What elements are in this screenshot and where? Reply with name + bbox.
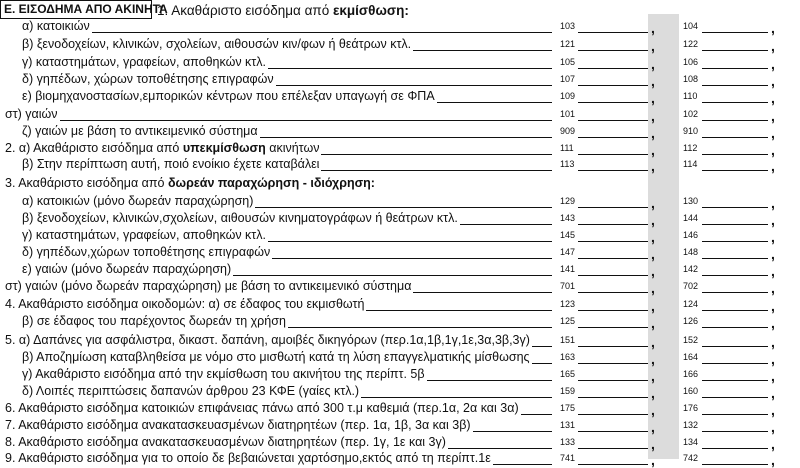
row-label: α) κατοικιών (μόνο δωρεάν παραχώρηση) (22, 194, 254, 208)
field-code: 110 (683, 91, 698, 101)
row-label: στ) γαιών (5, 107, 58, 121)
row-label: 7. Ακαθάριστο εισόδημα ανακατασκευασμένων διατηρητέων (περ. 1α, 1β, 3α και 3β) (5, 418, 471, 432)
form-row (0, 297, 800, 314)
amount-field[interactable] (578, 137, 648, 138)
amount-field[interactable] (578, 292, 648, 293)
decimal-separator: , (771, 90, 775, 106)
field-code: 165 (560, 369, 576, 379)
field-code: 910 (683, 126, 699, 136)
decimal-separator: , (771, 229, 775, 245)
decimal-separator: , (651, 20, 655, 36)
decimal-separator: , (651, 195, 655, 211)
row-label: δ) Λοιπές περιπτώσεις δαπανών άρθρου 23 ΚΦΕ (γαίες κτλ.) (22, 384, 360, 398)
decimal-separator: , (651, 436, 655, 452)
form-row (0, 55, 800, 72)
amount-field[interactable] (702, 346, 768, 347)
field-code: 134 (683, 437, 699, 447)
decimal-separator: , (771, 315, 775, 331)
form-row (0, 141, 800, 158)
decimal-separator: , (651, 419, 655, 435)
amount-field[interactable] (578, 207, 648, 208)
row-label: β) Στην περίπτωση αυτή, ποιό ενοίκιο έχετε καταβάλει (22, 157, 320, 171)
row-label: γ) καταστημάτων, γραφείων, αποθηκών κτλ. (22, 228, 266, 242)
decimal-separator: , (651, 212, 655, 228)
amount-field[interactable] (702, 241, 768, 242)
row-label-bold: υπεκμίσθωση (182, 141, 266, 155)
decimal-separator: , (651, 158, 655, 174)
decimal-separator: , (771, 73, 775, 89)
form-row (0, 245, 800, 262)
decimal-separator: , (651, 334, 655, 350)
row-label-suffix: ακινήτων (265, 141, 320, 155)
amount-field[interactable] (578, 154, 648, 155)
section-title (157, 3, 409, 18)
row-label: β) ξενοδοχείων, κλινικών,σχολείων, αιθουσών κινηματογράφων ή θεάτρων κτλ. (22, 211, 458, 225)
amount-field[interactable] (702, 32, 768, 33)
form-row (0, 435, 800, 452)
amount-field[interactable] (578, 241, 648, 242)
form-row (0, 350, 800, 367)
field-code: 112 (683, 143, 698, 153)
field-code: 701 (560, 281, 576, 291)
field-code: 104 (683, 21, 699, 31)
decimal-separator: , (651, 108, 655, 124)
amount-field[interactable] (578, 327, 648, 328)
field-code: 175 (560, 403, 576, 413)
form-row (0, 418, 800, 435)
amount-field[interactable] (578, 50, 648, 51)
row-label: δ) γηπέδων,χώρων τοποθέτησης επιγραφών (22, 245, 271, 259)
form-row (0, 72, 800, 89)
decimal-separator: , (771, 436, 775, 452)
field-code: 141 (560, 264, 576, 274)
amount-field[interactable] (578, 346, 648, 347)
decimal-separator: , (771, 56, 775, 72)
row-label-text: 2. α) Ακαθάριστο εισόδημα από (5, 141, 183, 155)
decimal-separator: , (771, 212, 775, 228)
row-label: ε) γαιών (μόνο δωρεάν παραχώρηση) (22, 262, 232, 276)
decimal-separator: , (771, 368, 775, 384)
field-code: 121 (560, 39, 576, 49)
amount-field[interactable] (702, 50, 768, 51)
field-code: 159 (560, 386, 576, 396)
form-row (0, 89, 800, 106)
form-row (0, 262, 800, 279)
row-label-text: 3. Ακαθάριστο εισόδημα από (5, 176, 168, 190)
decimal-separator: , (651, 142, 655, 158)
field-code: 148 (683, 247, 699, 257)
form-row (0, 107, 800, 124)
field-code: 114 (683, 159, 698, 169)
decimal-separator: , (771, 263, 775, 279)
amount-field[interactable] (702, 448, 768, 449)
field-code: 142 (683, 264, 699, 274)
amount-field[interactable] (702, 327, 768, 328)
field-code: 130 (683, 196, 699, 206)
field-code: 113 (560, 159, 575, 169)
decimal-separator: , (651, 90, 655, 106)
section-header: Ε. ΕΙΣΟΔΗΜΑ ΑΠΟ ΑΚΙΝΗΤΑ (0, 0, 152, 19)
decimal-separator: , (651, 229, 655, 245)
form-row (0, 211, 800, 228)
section-title-text: 1. Ακαθάριστο εισόδημα από (157, 3, 333, 18)
form-row (0, 124, 800, 141)
amount-field[interactable] (702, 224, 768, 225)
amount-field[interactable] (578, 310, 648, 311)
amount-field[interactable] (578, 120, 648, 121)
field-code: 109 (560, 91, 576, 101)
row-label: 4. Ακαθάριστο εισόδημα οικοδομών: α) σε έδαφος του εκμισθωτή (5, 297, 365, 311)
amount-field[interactable] (578, 431, 648, 432)
row-label: β) Αποζημίωση καταβληθείσα με νόμο στο μισθωτή κατά τη λύση επαγγελματικής μίσθωσης (22, 350, 530, 364)
field-code: 143 (560, 213, 576, 223)
amount-field[interactable] (578, 448, 648, 449)
amount-field[interactable] (702, 137, 768, 138)
decimal-separator: , (651, 368, 655, 384)
amount-field[interactable] (702, 431, 768, 432)
field-code: 107 (560, 74, 576, 84)
leader-line (5, 120, 552, 121)
amount-field[interactable] (578, 32, 648, 33)
row-label (5, 176, 377, 191)
decimal-separator: , (771, 108, 775, 124)
amount-field[interactable] (578, 258, 648, 259)
amount-field[interactable] (702, 292, 768, 293)
decimal-separator: , (771, 38, 775, 54)
decimal-separator: , (771, 195, 775, 211)
field-code: 106 (683, 57, 699, 67)
decimal-separator: , (651, 385, 655, 401)
field-code: 144 (683, 213, 699, 223)
field-code: 102 (683, 109, 699, 119)
amount-field[interactable] (702, 464, 768, 465)
amount-field[interactable] (578, 68, 648, 69)
form-row (0, 451, 800, 468)
field-code: 123 (560, 299, 576, 309)
amount-field[interactable] (578, 464, 648, 465)
form-row (0, 176, 800, 193)
decimal-separator: , (771, 334, 775, 350)
amount-field[interactable] (702, 380, 768, 381)
row-label: β) σε έδαφος του παρέχοντος δωρεάν τη χρήση (22, 314, 286, 328)
row-label: δ) γηπέδων, χώρων τοποθέτησης επιγραφών (22, 72, 274, 86)
decimal-separator: , (651, 246, 655, 262)
field-code: 164 (683, 352, 699, 362)
decimal-separator: , (651, 351, 655, 367)
field-code: 129 (560, 196, 576, 206)
field-code: 742 (683, 453, 699, 463)
decimal-separator: , (771, 20, 775, 36)
amount-field[interactable] (702, 258, 768, 259)
form-row (0, 19, 800, 36)
decimal-separator: , (651, 73, 655, 89)
amount-field[interactable] (702, 154, 768, 155)
field-code: 101 (560, 109, 576, 119)
amount-field[interactable] (702, 120, 768, 121)
row-label: στ) γαιών (μόνο δωρεάν παραχώρηση) με βάση το αντικειμενικό σύστημα (5, 279, 412, 293)
amount-field[interactable] (702, 275, 768, 276)
amount-field[interactable] (578, 275, 648, 276)
amount-field[interactable] (702, 363, 768, 364)
form-row (0, 279, 800, 296)
row-label: 6. Ακαθάριστο εισόδημα κατοικιών επιφάνειας πάνω από 300 τ.μ καθεμιά (περ.1α, 2α και 3α) (5, 401, 519, 415)
field-code: 152 (683, 335, 699, 345)
amount-field[interactable] (578, 170, 648, 171)
amount-field[interactable] (578, 397, 648, 398)
decimal-separator: , (771, 452, 775, 468)
decimal-separator: , (771, 246, 775, 262)
decimal-separator: , (651, 315, 655, 331)
decimal-separator: , (771, 158, 775, 174)
field-code: 124 (683, 299, 699, 309)
field-code: 741 (560, 453, 576, 463)
row-label: γ) καταστημάτων, γραφείων, αποθηκών κτλ. (22, 55, 266, 69)
amount-field[interactable] (702, 102, 768, 103)
decimal-separator: , (651, 56, 655, 72)
amount-field[interactable] (578, 85, 648, 86)
field-code: 909 (560, 126, 576, 136)
decimal-separator: , (651, 38, 655, 54)
amount-field[interactable] (702, 170, 768, 171)
row-label: β) ξενοδοχείων, κλινικών, σχολείων, αιθουσών κιν/φων ή θεάτρων κτλ. (22, 37, 412, 51)
row-label: 5. α) Δαπάνες για ασφάλιστρα, δικαστ. δαπάνη, αμοιβές δικηγόρων (περ.1α,1β,1γ,1ε,3α,3β,3γ) (5, 333, 530, 347)
field-code: 151 (560, 335, 576, 345)
form-row (0, 333, 800, 350)
field-code: 160 (683, 386, 699, 396)
decimal-separator: , (771, 298, 775, 314)
decimal-separator: , (771, 402, 775, 418)
amount-field[interactable] (578, 224, 648, 225)
field-code: 145 (560, 230, 576, 240)
field-code: 163 (560, 352, 576, 362)
amount-field[interactable] (702, 207, 768, 208)
row-label-bold: δωρεάν παραχώρηση - ιδιόχρηση: (167, 176, 375, 190)
decimal-separator: , (651, 452, 655, 468)
field-code: 126 (683, 316, 699, 326)
field-code: 147 (560, 247, 576, 257)
field-code: 125 (560, 316, 576, 326)
field-code: 132 (683, 420, 699, 430)
decimal-separator: , (771, 142, 775, 158)
amount-field[interactable] (702, 397, 768, 398)
field-code: 105 (560, 57, 576, 67)
decimal-separator: , (651, 402, 655, 418)
leader-line (22, 32, 552, 33)
form-row (0, 401, 800, 418)
decimal-separator: , (651, 263, 655, 279)
form-row (0, 157, 800, 174)
field-code: 176 (683, 403, 699, 413)
decimal-separator: , (651, 280, 655, 296)
form-row (0, 37, 800, 54)
field-code: 146 (683, 230, 699, 240)
field-code: 133 (560, 437, 576, 447)
row-label: 9. Ακαθάριστο εισόδημα για το οποίο δε βεβαιώνεται χαρτόσημο,εκτός από τη περίπτ.1ε (5, 451, 491, 465)
row-label: ζ) γαιών με βάση το αντικειμενικό σύστημα (22, 124, 258, 138)
form-row (0, 384, 800, 401)
form-row (0, 194, 800, 211)
field-code: 131 (560, 420, 576, 430)
amount-field[interactable] (702, 414, 768, 415)
amount-field[interactable] (578, 102, 648, 103)
row-label: 8. Ακαθάριστο εισόδημα ανακατασκευασμένων διατηρητέων (περ. 1γ, 1ε και 3γ) (5, 435, 446, 449)
amount-field[interactable] (702, 85, 768, 86)
decimal-separator: , (771, 419, 775, 435)
section-title-bold: εκμίσθωση: (332, 3, 409, 18)
field-code: 108 (683, 74, 699, 84)
field-code: 111 (560, 143, 574, 153)
field-code: 166 (683, 369, 699, 379)
decimal-separator: , (651, 125, 655, 141)
form-row (0, 228, 800, 245)
amount-field[interactable] (702, 310, 768, 311)
decimal-separator: , (771, 125, 775, 141)
field-code: 103 (560, 21, 576, 31)
form-row (0, 367, 800, 384)
form-row (0, 314, 800, 331)
decimal-separator: , (771, 385, 775, 401)
row-label (5, 141, 321, 156)
field-code: 122 (683, 39, 699, 49)
row-label: ε) βιομηχανοστασίων,εμπορικών κέντρων που επέλεξαν υπαγωγή σε ΦΠΑ (22, 89, 435, 103)
amount-field[interactable] (702, 68, 768, 69)
amount-field[interactable] (578, 363, 648, 364)
field-code: 702 (683, 281, 699, 291)
row-label: γ) Ακαθάριστο εισόδημα από την εκμίσθωση του ακινήτου της περίπτ. 5β (22, 367, 425, 381)
amount-field[interactable] (578, 380, 648, 381)
row-label: α) κατοικιών (22, 19, 90, 33)
decimal-separator: , (771, 280, 775, 296)
decimal-separator: , (651, 298, 655, 314)
decimal-separator: , (771, 351, 775, 367)
amount-field[interactable] (578, 414, 648, 415)
